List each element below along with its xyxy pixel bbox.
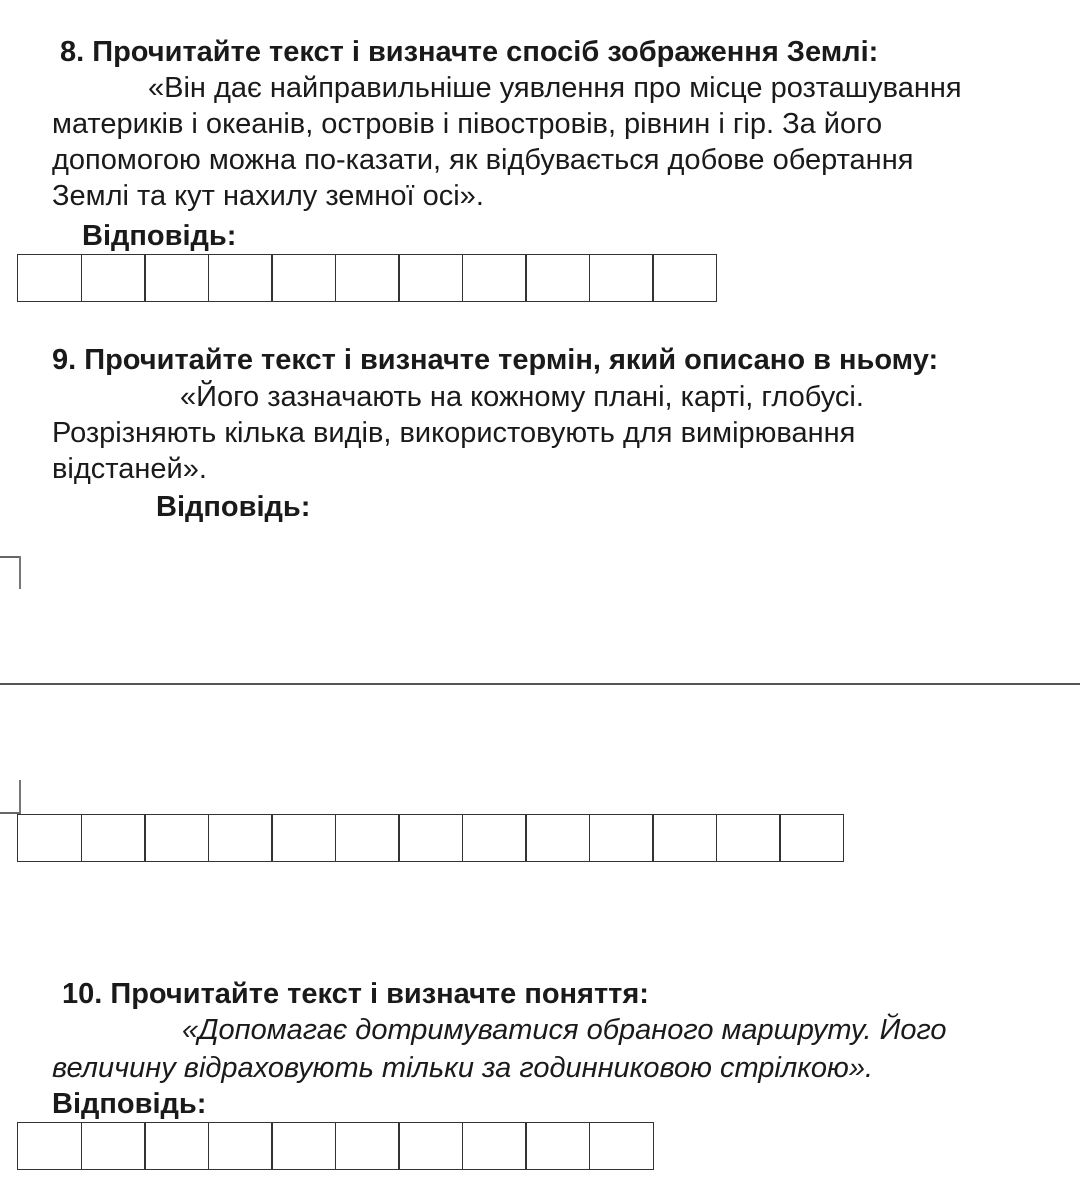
question-9-title: 9. Прочитайте текст і визначте термін, який описано в ньому: bbox=[52, 344, 939, 376]
question-9-text-line-1: «Його зазначають на кожному плані, карті, глобусі. bbox=[180, 381, 864, 413]
answer-cell[interactable] bbox=[271, 1122, 336, 1170]
answer-cell[interactable] bbox=[335, 1122, 400, 1170]
answer-cell[interactable] bbox=[716, 814, 781, 862]
question-10-answer-grid[interactable] bbox=[17, 1122, 654, 1170]
answer-cell[interactable] bbox=[398, 814, 463, 862]
answer-cell[interactable] bbox=[81, 1122, 146, 1170]
answer-cell[interactable] bbox=[208, 814, 273, 862]
answer-cell[interactable] bbox=[589, 814, 654, 862]
page-corner-mark-top-vertical bbox=[19, 556, 21, 589]
question-9-text-line-2: Розрізняють кілька видів, використовують для вимірювання bbox=[52, 417, 856, 449]
answer-cell[interactable] bbox=[525, 814, 590, 862]
answer-cell[interactable] bbox=[589, 254, 654, 302]
answer-cell[interactable] bbox=[271, 814, 336, 862]
answer-cell[interactable] bbox=[335, 254, 400, 302]
question-9-text-line-3: відстаней». bbox=[52, 453, 207, 485]
answer-cell[interactable] bbox=[462, 1122, 527, 1170]
answer-cell[interactable] bbox=[462, 254, 527, 302]
answer-cell[interactable] bbox=[462, 814, 527, 862]
answer-cell[interactable] bbox=[589, 1122, 654, 1170]
answer-cell[interactable] bbox=[81, 814, 146, 862]
answer-cell[interactable] bbox=[81, 254, 146, 302]
question-8-text-line-4: Землі та кут нахилу земної осі». bbox=[52, 180, 484, 212]
answer-cell[interactable] bbox=[17, 814, 82, 862]
answer-cell[interactable] bbox=[779, 814, 844, 862]
question-10-answer-label: Відповідь: bbox=[52, 1088, 207, 1120]
answer-cell[interactable] bbox=[208, 254, 273, 302]
question-10-text-line-1: «Допомагає дотримуватися обраного маршруту. Його bbox=[182, 1014, 947, 1046]
answer-cell[interactable] bbox=[398, 1122, 463, 1170]
question-8-text-line-3: допомогою можна по-казати, як відбувається добове обертання bbox=[52, 144, 914, 176]
answer-cell[interactable] bbox=[17, 1122, 82, 1170]
question-10-text-line-2: величину відраховують тільки за годинниковою стрілкою». bbox=[52, 1052, 874, 1084]
answer-cell[interactable] bbox=[398, 254, 463, 302]
page-corner-mark-bottom-vertical bbox=[19, 780, 21, 814]
answer-cell[interactable] bbox=[652, 814, 717, 862]
question-8-text-line-1: «Він дає найправильніше уявлення про місце розташування bbox=[148, 72, 962, 104]
question-8-title: 8. Прочитайте текст і визначте спосіб зображення Землі: bbox=[60, 36, 879, 68]
answer-cell[interactable] bbox=[17, 254, 82, 302]
question-8-answer-label: Відповідь: bbox=[82, 220, 237, 252]
answer-cell[interactable] bbox=[271, 254, 336, 302]
answer-cell[interactable] bbox=[208, 1122, 273, 1170]
page-corner-mark-top bbox=[0, 556, 20, 558]
question-9-answer-grid[interactable] bbox=[17, 814, 844, 862]
question-9-answer-label: Відповідь: bbox=[156, 491, 311, 523]
answer-cell[interactable] bbox=[335, 814, 400, 862]
answer-cell[interactable] bbox=[144, 254, 209, 302]
answer-cell[interactable] bbox=[525, 1122, 590, 1170]
answer-cell[interactable] bbox=[144, 1122, 209, 1170]
answer-cell[interactable] bbox=[525, 254, 590, 302]
question-8-text-line-2: материків і океанів, островів і півостровів, рівнин і гір. За його bbox=[52, 108, 883, 140]
question-10-title: 10. Прочитайте текст і визначте поняття: bbox=[62, 978, 649, 1010]
question-8-answer-grid[interactable] bbox=[17, 254, 717, 302]
answer-cell[interactable] bbox=[652, 254, 717, 302]
answer-cell[interactable] bbox=[144, 814, 209, 862]
page-divider bbox=[0, 683, 1080, 685]
